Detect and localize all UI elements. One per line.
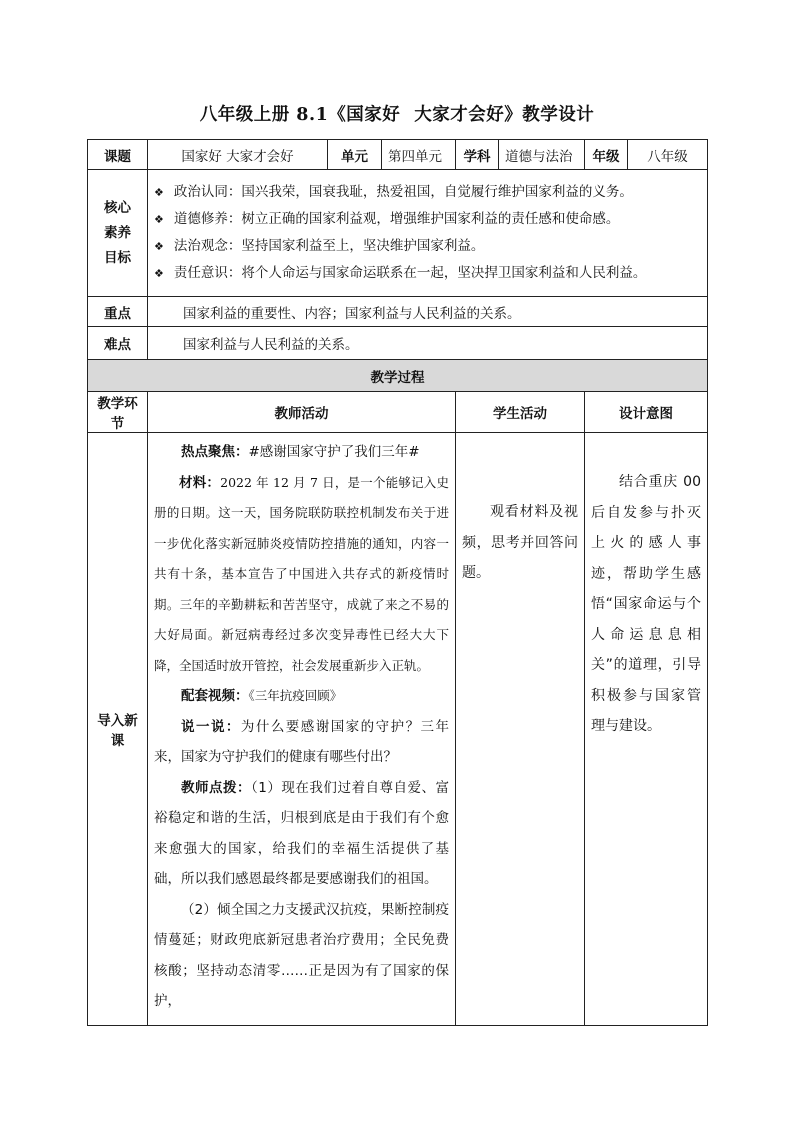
unit-label: 单元: [328, 140, 382, 170]
header-row: [88, 140, 708, 170]
key-point-label: 重点: [88, 297, 148, 327]
teacher-activity: 热点聚焦：#感谢国家守护了我们三年# 材料：2022 年 12 月 7 日，是一个能够记入史册的日期。这一天，国务院联防联控机制发布关于进一步优化落实新冠肺炎疫情防控措施的通知，内容一共有十条，基本宣告了中国进入共存式的新疫情时期。三年的辛勤耕耘和苦苦坚守，成就了来之不易的大好局面。新冠病毒经过多次变异毒性已经大大下降，全国适时放开管控，社会发展重新步入正轨。 配套视频：《三年抗疫回顾》 说一说：为什么要感谢国家的守护？三年来，国家为守护我们的健康有哪些付出？ 教师点拨：（1）现在我们过着自尊自爱、富裕稳定和谐的生活，归根到底是由于我们有个愈来愈强大的国家，给我们的幸福生活提供了基础，所以我们感恩最终都是要感谢我们的祖国。 （2）倾全国之力支援武汉抗疫，果断控制疫情蔓延；财政兜底新冠患者治疗费用；全民免费核酸；坚持动态清零……正是因为有了国家的保护，: [148, 433, 456, 1026]
difficulty-value: 国家利益与人民利益的关系。: [148, 327, 708, 360]
subject-label: 课题: [88, 140, 148, 170]
course-value: 道德与法治: [499, 140, 585, 170]
student-activity: 观看材料及视频，思考并回答问题。: [456, 433, 585, 1026]
grade-value: 八年级: [628, 140, 708, 170]
process-section-title: 教学过程: [88, 360, 708, 392]
diamond-bullet-icon: ❖: [154, 267, 164, 280]
col-intent: 设计意图: [585, 392, 708, 433]
stage-name: 导入新课: [88, 433, 148, 1026]
process-header-row: [88, 392, 708, 433]
subject-value: 国家好 大家才会好: [148, 140, 328, 170]
col-stage: 教学环节: [88, 392, 148, 433]
list-item: ❖ 道德修养：树立正确的国家利益观，增强维护国家利益的责任感和使命感。: [154, 211, 620, 227]
core-label: 核心 素养 目标: [88, 170, 148, 297]
page-title: 八年级上册 8.1《国家好 大家才会好》教学设计: [199, 105, 595, 125]
col-teacher: 教师活动: [148, 392, 456, 433]
list-item: ❖ 政治认同：国兴我荣，国衰我耻，热爱祖国，自觉履行维护国家利益的义务。: [154, 184, 633, 200]
diamond-bullet-icon: ❖: [154, 213, 164, 226]
col-student: 学生活动: [456, 392, 585, 433]
diamond-bullet-icon: ❖: [154, 240, 164, 253]
unit-value: 第四单元: [382, 140, 456, 170]
key-point-value: 国家利益的重要性、内容；国家利益与人民利益的关系。: [148, 297, 708, 327]
table-row: [88, 433, 708, 1026]
diamond-bullet-icon: ❖: [154, 186, 164, 199]
difficulty-label: 难点: [88, 327, 148, 360]
list-item: ❖ 法治观念：坚持国家利益至上，坚决维护国家利益。: [154, 238, 485, 254]
key-point-row: [88, 297, 708, 327]
difficulty-row: [88, 327, 708, 360]
core-row: [88, 170, 708, 297]
course-label: 学科: [456, 140, 499, 170]
core-goals: [148, 170, 708, 297]
grade-label: 年级: [585, 140, 628, 170]
lesson-plan-table: [87, 139, 708, 1026]
process-section-row: [88, 360, 708, 392]
list-item: ❖ 责任意识：将个人命运与国家命运联系在一起，坚决捍卫国家利益和人民利益。: [154, 265, 647, 281]
design-intent: 结合重庆 00 后自发参与扑灭上火的感人事迹，帮助学生感悟“国家命运与个人命运息息相关”的道理，引导积极参与国家管理与建设。: [585, 433, 708, 1026]
